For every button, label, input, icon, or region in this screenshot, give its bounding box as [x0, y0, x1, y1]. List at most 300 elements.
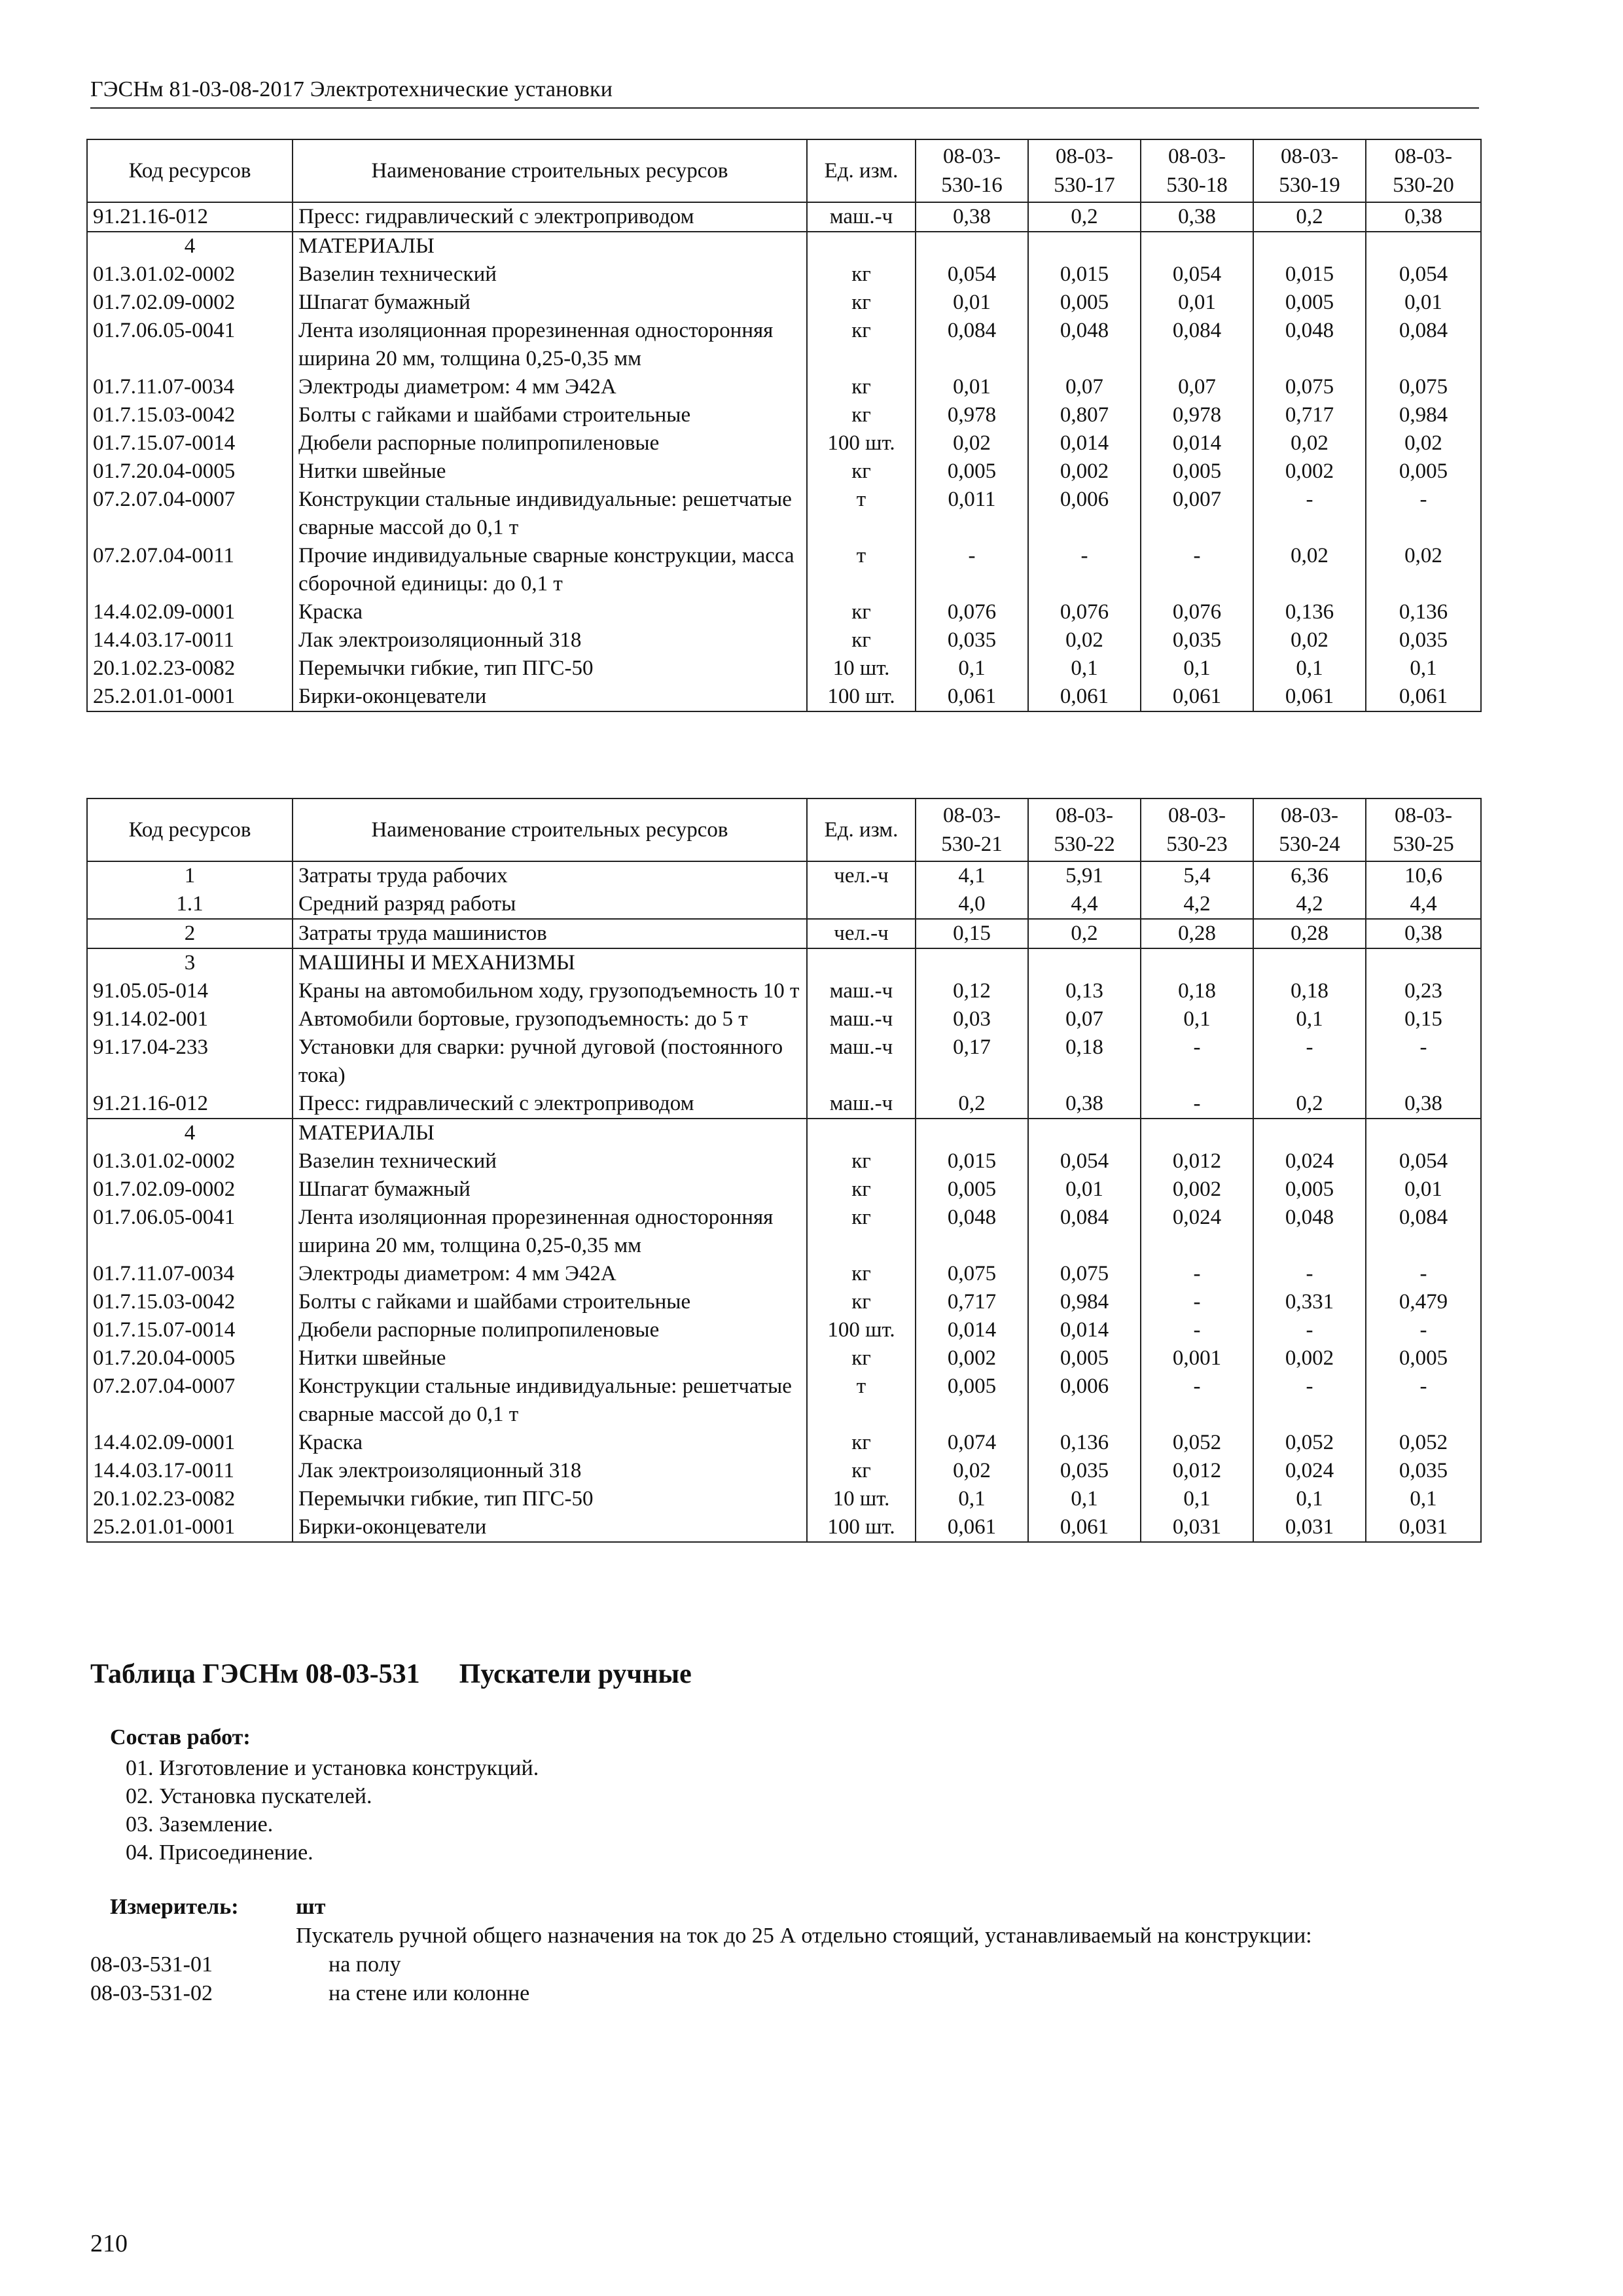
- norm-value: 0,2: [916, 1090, 1028, 1119]
- norm-value: 0,031: [1366, 1513, 1481, 1542]
- work-item: 02. Установка пускателей.: [126, 1784, 372, 1808]
- norm-value: 0,075: [1253, 373, 1366, 401]
- norm-value: 0,084: [1028, 1204, 1141, 1260]
- norm-value: 0,01: [916, 289, 1028, 317]
- norm-value: 0,035: [1028, 1457, 1141, 1485]
- resource-code: 3: [87, 948, 293, 977]
- work-item: 01. Изготовление и установка конструкций.: [126, 1756, 539, 1780]
- table-row: [87, 598, 1481, 626]
- resource-unit: чел.-ч: [807, 861, 916, 890]
- resource-name: Затраты труда рабочих: [293, 861, 807, 890]
- resource-name: Лента изоляционная прорезиненная односторонняя ширина 20 мм, толщина 0,25-0,35 мм: [293, 1204, 807, 1260]
- norm-value: 10,6: [1366, 861, 1481, 890]
- resource-code: 01.7.11.07-0034: [87, 373, 293, 401]
- resource-code: 01.7.02.09-0002: [87, 289, 293, 317]
- col-header-name: Наименование строительных ресурсов: [293, 798, 807, 861]
- norm-value: -: [1253, 1316, 1366, 1344]
- norm-value: -: [1141, 1033, 1253, 1090]
- item-code: 08-03-531-02: [90, 1981, 213, 2005]
- table-row: [87, 1005, 1481, 1033]
- resource-unit: кг: [807, 401, 916, 429]
- resource-unit: кг: [807, 598, 916, 626]
- norm-value: 0,07: [1028, 1005, 1141, 1033]
- norm-value: [1141, 1119, 1253, 1147]
- work-item: 03. Заземление.: [126, 1812, 274, 1837]
- resource-name: Дюбели распорные полипропиленовые: [293, 429, 807, 457]
- table-row: [87, 1485, 1481, 1513]
- resource-unit: маш.-ч: [807, 1033, 916, 1090]
- norm-value: 0,02: [1253, 542, 1366, 598]
- item-name: на стене или колонне: [329, 1981, 530, 2005]
- works-label: Состав работ:: [110, 1725, 251, 1749]
- table-row: [87, 919, 1481, 948]
- norm-value: 0,136: [1028, 1429, 1141, 1457]
- resource-name: Краска: [293, 1429, 807, 1457]
- norm-value: -: [1253, 1033, 1366, 1090]
- col-header-norm: 08-03- 530-25: [1366, 798, 1481, 861]
- resource-unit: кг: [807, 1457, 916, 1485]
- resource-unit: 100 шт.: [807, 683, 916, 711]
- norm-value: 0,054: [1028, 1147, 1141, 1175]
- norm-value: 0,01: [1141, 289, 1253, 317]
- resource-name: МАТЕРИАЛЫ: [293, 1119, 807, 1147]
- resource-unit: кг: [807, 626, 916, 655]
- norm-value: 0,014: [1141, 429, 1253, 457]
- norm-value: 0,048: [916, 1204, 1028, 1260]
- norm-value: 0,005: [1366, 457, 1481, 486]
- norm-value: 0,048: [1253, 1204, 1366, 1260]
- table-row: [87, 486, 1481, 542]
- col-header-norm: 08-03- 530-23: [1141, 798, 1253, 861]
- norm-value: [1366, 1119, 1481, 1147]
- section-row: [87, 948, 1481, 977]
- resource-code: 14.4.02.09-0001: [87, 598, 293, 626]
- resource-code: 01.7.02.09-0002: [87, 1175, 293, 1204]
- meter-description: Пускатель ручной общего назначения на ток до 25 А отдельно стоящий, устанавливаемый на конструкции:: [296, 1924, 1312, 1948]
- col-header-norm: 08-03- 530-24: [1253, 798, 1366, 861]
- norm-value: 0,012: [1141, 1147, 1253, 1175]
- norm-value: 0,002: [1253, 1344, 1366, 1372]
- norm-value: 0,136: [1366, 598, 1481, 626]
- norm-value: [916, 232, 1028, 260]
- norm-value: 0,024: [1253, 1457, 1366, 1485]
- norm-value: 0,717: [916, 1288, 1028, 1316]
- norm-value: 0,061: [1028, 1513, 1141, 1542]
- resource-name: Нитки швейные: [293, 1344, 807, 1372]
- table-row: [87, 401, 1481, 429]
- resource-name: Перемычки гибкие, тип ПГС-50: [293, 1485, 807, 1513]
- table-row: [87, 1457, 1481, 1485]
- norm-value: 0,005: [1253, 289, 1366, 317]
- table-label: Таблица ГЭСНм 08-03-531: [90, 1659, 420, 1689]
- norm-value: 4,0: [916, 890, 1028, 919]
- norm-value: 0,054: [1141, 260, 1253, 289]
- resource-code: 91.05.05-014: [87, 977, 293, 1005]
- resource-unit: [807, 232, 916, 260]
- table-row: [87, 683, 1481, 711]
- norm-value: 0,005: [916, 1372, 1028, 1429]
- col-header-norm: 08-03- 530-22: [1028, 798, 1141, 861]
- resource-name: Краска: [293, 598, 807, 626]
- norm-value: 4,4: [1366, 890, 1481, 919]
- item-code: 08-03-531-01: [90, 1952, 213, 1977]
- page-number: 210: [90, 2230, 128, 2257]
- norm-value: 0,07: [1141, 373, 1253, 401]
- norm-value: -: [1028, 542, 1141, 598]
- norm-value: 0,15: [916, 919, 1028, 948]
- resource-unit: кг: [807, 260, 916, 289]
- resource-code: 14.4.02.09-0001: [87, 1429, 293, 1457]
- resource-unit: [807, 1119, 916, 1147]
- norm-value: -: [1366, 486, 1481, 542]
- resource-code: 25.2.01.01-0001: [87, 683, 293, 711]
- norm-value: 0,2: [1253, 1090, 1366, 1119]
- resource-unit: [807, 948, 916, 977]
- resource-unit: кг: [807, 289, 916, 317]
- resource-code: 01.7.20.04-0005: [87, 457, 293, 486]
- resource-code: 20.1.02.23-0082: [87, 1485, 293, 1513]
- table-row: [87, 1288, 1481, 1316]
- norm-value: 0,005: [1028, 1344, 1141, 1372]
- norm-value: 0,052: [1141, 1429, 1253, 1457]
- resource-name: Лак электроизоляционный 318: [293, 626, 807, 655]
- norm-value: 0,1: [916, 655, 1028, 683]
- norm-value: 0,054: [1366, 260, 1481, 289]
- norm-value: [1253, 1119, 1366, 1147]
- table-row: [87, 429, 1481, 457]
- table-row: [87, 861, 1481, 890]
- norm-value: 0,005: [1141, 457, 1253, 486]
- norm-value: 0,331: [1253, 1288, 1366, 1316]
- resource-unit: кг: [807, 457, 916, 486]
- norm-value: 0,02: [1253, 429, 1366, 457]
- norm-value: 0,001: [1141, 1344, 1253, 1372]
- section-row: [87, 1119, 1481, 1147]
- norm-value: 0,38: [1366, 202, 1481, 232]
- header-row: [87, 139, 1481, 202]
- resource-code: 01.7.06.05-0041: [87, 1204, 293, 1260]
- resource-code: 01.7.15.03-0042: [87, 1288, 293, 1316]
- resource-unit: кг: [807, 1175, 916, 1204]
- table-row: [87, 1033, 1481, 1090]
- table-row: [87, 890, 1481, 919]
- resource-unit: 100 шт.: [807, 429, 916, 457]
- norm-value: 0,38: [1028, 1090, 1141, 1119]
- norm-value: 0,084: [916, 317, 1028, 373]
- norm-value: 0,807: [1028, 401, 1141, 429]
- norm-value: 0,005: [1366, 1344, 1481, 1372]
- resource-code: 07.2.07.04-0007: [87, 1372, 293, 1429]
- resource-name: Пресс: гидравлический с электроприводом: [293, 1090, 807, 1119]
- norm-value: 0,13: [1028, 977, 1141, 1005]
- resource-name: Лента изоляционная прорезиненная односторонняя ширина 20 мм, толщина 0,25-0,35 мм: [293, 317, 807, 373]
- norm-value: 0,01: [1366, 1175, 1481, 1204]
- norm-value: 0,2: [1253, 202, 1366, 232]
- table-row: [87, 1260, 1481, 1288]
- resource-unit: маш.-ч: [807, 1090, 916, 1119]
- norm-value: 0,052: [1366, 1429, 1481, 1457]
- resource-name: Электроды диаметром: 4 мм Э42А: [293, 1260, 807, 1288]
- table-row: [87, 1429, 1481, 1457]
- norm-value: 0,12: [916, 977, 1028, 1005]
- table-row: [87, 1316, 1481, 1344]
- table-row: [87, 457, 1481, 486]
- norm-value: 0,479: [1366, 1288, 1481, 1316]
- resource-name: Шпагат бумажный: [293, 289, 807, 317]
- resource-name: Установки для сварки: ручной дуговой (постоянного тока): [293, 1033, 807, 1090]
- norm-value: -: [1253, 486, 1366, 542]
- resource-unit: т: [807, 486, 916, 542]
- resource-code: 01.7.15.07-0014: [87, 429, 293, 457]
- norm-value: 0,02: [1253, 626, 1366, 655]
- table-row: [87, 1175, 1481, 1204]
- norm-value: 0,076: [1028, 598, 1141, 626]
- resource-code: 01.7.20.04-0005: [87, 1344, 293, 1372]
- norm-value: 0,01: [916, 373, 1028, 401]
- norm-value: 0,054: [916, 260, 1028, 289]
- norm-value: 0,1: [1366, 655, 1481, 683]
- norm-value: [1141, 948, 1253, 977]
- norm-value: 4,4: [1028, 890, 1141, 919]
- norm-value: [916, 1119, 1028, 1147]
- norm-value: 0,084: [1366, 317, 1481, 373]
- section-row: [87, 232, 1481, 260]
- norm-value: 0,984: [1366, 401, 1481, 429]
- header-row: [87, 798, 1481, 861]
- norm-value: [1366, 948, 1481, 977]
- norm-value: -: [1366, 1260, 1481, 1288]
- norm-value: 0,005: [1028, 289, 1141, 317]
- norm-value: 0,014: [1028, 1316, 1141, 1344]
- resource-name: Шпагат бумажный: [293, 1175, 807, 1204]
- table-row: [87, 373, 1481, 401]
- table-row: [87, 977, 1481, 1005]
- resource-code: 01.7.15.07-0014: [87, 1316, 293, 1344]
- resource-unit: кг: [807, 1344, 916, 1372]
- resource-name: Затраты труда машинистов: [293, 919, 807, 948]
- norm-value: 0,136: [1253, 598, 1366, 626]
- resource-name: Электроды диаметром: 4 мм Э42А: [293, 373, 807, 401]
- norm-value: 0,012: [1141, 1457, 1253, 1485]
- norm-value: 0,1: [1141, 1485, 1253, 1513]
- resource-name: Прочие индивидуальные сварные конструкции, масса сборочной единицы: до 0,1 т: [293, 542, 807, 598]
- table-row: [87, 626, 1481, 655]
- norm-value: 0,38: [1141, 202, 1253, 232]
- norm-value: [1028, 948, 1141, 977]
- norm-value: 0,075: [916, 1260, 1028, 1288]
- norm-value: 0,002: [1253, 457, 1366, 486]
- norm-value: 0,38: [1366, 1090, 1481, 1119]
- resource-code: 91.21.16-012: [87, 202, 293, 232]
- resource-name: МАШИНЫ И МЕХАНИЗМЫ: [293, 948, 807, 977]
- resource-code: 91.14.02-001: [87, 1005, 293, 1033]
- norm-value: 0,02: [1366, 429, 1481, 457]
- norm-value: 0,075: [1366, 373, 1481, 401]
- norm-value: 0,1: [1366, 1485, 1481, 1513]
- resource-name: Бирки-оконцеватели: [293, 683, 807, 711]
- norm-value: 0,2: [1028, 202, 1141, 232]
- page-header: ГЭСНм 81-03-08-2017 Электротехнические установки: [90, 77, 1479, 109]
- norm-value: 0,17: [916, 1033, 1028, 1090]
- resource-table-1: [86, 139, 1482, 712]
- norm-value: 0,02: [916, 429, 1028, 457]
- norm-value: 6,36: [1253, 861, 1366, 890]
- col-header-unit: Ед. изм.: [807, 139, 916, 202]
- table-row: [87, 260, 1481, 289]
- norm-value: [1141, 232, 1253, 260]
- table-row: [87, 1513, 1481, 1542]
- norm-value: 0,005: [1253, 1175, 1366, 1204]
- work-item: 04. Присоединение.: [126, 1840, 313, 1865]
- table-row: [87, 317, 1481, 373]
- norm-value: 0,084: [1141, 317, 1253, 373]
- norm-value: 4,2: [1253, 890, 1366, 919]
- resource-code: 25.2.01.01-0001: [87, 1513, 293, 1542]
- table-name: Пускатели ручные: [459, 1659, 692, 1689]
- col-header-name: Наименование строительных ресурсов: [293, 139, 807, 202]
- norm-value: -: [1141, 1372, 1253, 1429]
- resource-code: 07.2.07.04-0007: [87, 486, 293, 542]
- norm-value: 0,024: [1141, 1204, 1253, 1260]
- norm-value: 0,15: [1366, 1005, 1481, 1033]
- resource-unit: [807, 890, 916, 919]
- norm-value: 0,024: [1253, 1147, 1366, 1175]
- norm-value: -: [1141, 1260, 1253, 1288]
- resource-code: 01.3.01.02-0002: [87, 260, 293, 289]
- resource-unit: т: [807, 1372, 916, 1429]
- resource-code: 14.4.03.17-0011: [87, 626, 293, 655]
- resource-unit: 100 шт.: [807, 1316, 916, 1344]
- norm-value: 0,01: [1366, 289, 1481, 317]
- norm-value: 0,02: [916, 1457, 1028, 1485]
- norm-value: 0,1: [1253, 1005, 1366, 1033]
- resource-unit: кг: [807, 317, 916, 373]
- resource-code: 01.7.11.07-0034: [87, 1260, 293, 1288]
- table-row: [87, 1344, 1481, 1372]
- resource-name: Бирки-оконцеватели: [293, 1513, 807, 1542]
- resource-name: Болты с гайками и шайбами строительные: [293, 401, 807, 429]
- resource-name: Конструкции стальные индивидуальные: решетчатые сварные массой до 0,1 т: [293, 1372, 807, 1429]
- resource-code: 91.21.16-012: [87, 1090, 293, 1119]
- resource-code: 4: [87, 1119, 293, 1147]
- resource-name: Перемычки гибкие, тип ПГС-50: [293, 655, 807, 683]
- table-row: [87, 542, 1481, 598]
- norm-value: -: [1366, 1372, 1481, 1429]
- norm-value: 0,2: [1028, 919, 1141, 948]
- norm-value: 4,2: [1141, 890, 1253, 919]
- norm-value: 0,1: [1028, 1485, 1141, 1513]
- norm-value: 0,031: [1253, 1513, 1366, 1542]
- resource-code: 4: [87, 232, 293, 260]
- resource-code: 2: [87, 919, 293, 948]
- resource-unit: кг: [807, 1147, 916, 1175]
- norm-value: 0,015: [1028, 260, 1141, 289]
- norm-value: 0,002: [916, 1344, 1028, 1372]
- norm-value: 0,074: [916, 1429, 1028, 1457]
- resource-name: Лак электроизоляционный 318: [293, 1457, 807, 1485]
- norm-value: 0,002: [1141, 1175, 1253, 1204]
- col-header-norm: 08-03- 530-16: [916, 139, 1028, 202]
- norm-value: 0,061: [1253, 683, 1366, 711]
- table-row: [87, 655, 1481, 683]
- resource-unit: кг: [807, 1204, 916, 1260]
- norm-value: -: [1141, 1090, 1253, 1119]
- norm-value: -: [1253, 1372, 1366, 1429]
- norm-value: 0,014: [916, 1316, 1028, 1344]
- norm-value: 0,007: [1141, 486, 1253, 542]
- norm-value: 0,28: [1253, 919, 1366, 948]
- norm-value: -: [1141, 1288, 1253, 1316]
- col-header-norm: 08-03- 530-18: [1141, 139, 1253, 202]
- norm-value: 0,23: [1366, 977, 1481, 1005]
- norm-value: -: [916, 542, 1028, 598]
- resource-unit: 100 шт.: [807, 1513, 916, 1542]
- resource-code: 14.4.03.17-0011: [87, 1457, 293, 1485]
- resource-name: Нитки швейные: [293, 457, 807, 486]
- norm-value: 0,006: [1028, 1372, 1141, 1429]
- norm-value: 0,035: [1141, 626, 1253, 655]
- norm-value: 0,1: [1141, 655, 1253, 683]
- norm-value: 0,035: [1366, 1457, 1481, 1485]
- norm-value: 0,015: [916, 1147, 1028, 1175]
- norm-value: 0,084: [1366, 1204, 1481, 1260]
- norm-value: 0,28: [1141, 919, 1253, 948]
- col-header-unit: Ед. изм.: [807, 798, 916, 861]
- col-header-code: Код ресурсов: [87, 139, 293, 202]
- norm-value: 0,035: [1366, 626, 1481, 655]
- resource-name: Краны на автомобильном ходу, грузоподъемность 10 т: [293, 977, 807, 1005]
- norm-value: 0,18: [1141, 977, 1253, 1005]
- resource-unit: кг: [807, 373, 916, 401]
- norm-value: 0,717: [1253, 401, 1366, 429]
- norm-value: 0,07: [1028, 373, 1141, 401]
- norm-value: 0,048: [1253, 317, 1366, 373]
- table-row: [87, 289, 1481, 317]
- norm-value: 0,005: [916, 1175, 1028, 1204]
- resource-unit: кг: [807, 1288, 916, 1316]
- norm-value: 0,005: [916, 457, 1028, 486]
- resource-name: Конструкции стальные индивидуальные: решетчатые сварные массой до 0,1 т: [293, 486, 807, 542]
- resource-name: Средний разряд работы: [293, 890, 807, 919]
- resource-code: 01.7.06.05-0041: [87, 317, 293, 373]
- resource-name: Автомобили бортовые, грузоподъемность: до 5 т: [293, 1005, 807, 1033]
- norm-value: 0,978: [916, 401, 1028, 429]
- norm-value: 0,18: [1028, 1033, 1141, 1090]
- norm-value: 0,006: [1028, 486, 1141, 542]
- resource-unit: маш.-ч: [807, 202, 916, 232]
- norm-value: [1028, 232, 1141, 260]
- resource-table-2: [86, 798, 1482, 1543]
- resource-name: Вазелин технический: [293, 260, 807, 289]
- norm-value: 0,031: [1141, 1513, 1253, 1542]
- norm-value: 0,075: [1028, 1260, 1141, 1288]
- resource-unit: кг: [807, 1260, 916, 1288]
- resource-unit: маш.-ч: [807, 977, 916, 1005]
- resource-unit: т: [807, 542, 916, 598]
- norm-value: 5,91: [1028, 861, 1141, 890]
- resource-code: 91.17.04-233: [87, 1033, 293, 1090]
- works-list: [126, 1754, 539, 1867]
- col-header-norm: 08-03- 530-17: [1028, 139, 1141, 202]
- norm-value: 0,984: [1028, 1288, 1141, 1316]
- norm-value: [1028, 1119, 1141, 1147]
- resource-name: Вазелин технический: [293, 1147, 807, 1175]
- resource-unit: 10 шт.: [807, 1485, 916, 1513]
- norm-value: 0,061: [1141, 683, 1253, 711]
- norm-value: 0,076: [1141, 598, 1253, 626]
- norm-value: 0,061: [916, 1513, 1028, 1542]
- table-row: [87, 202, 1481, 232]
